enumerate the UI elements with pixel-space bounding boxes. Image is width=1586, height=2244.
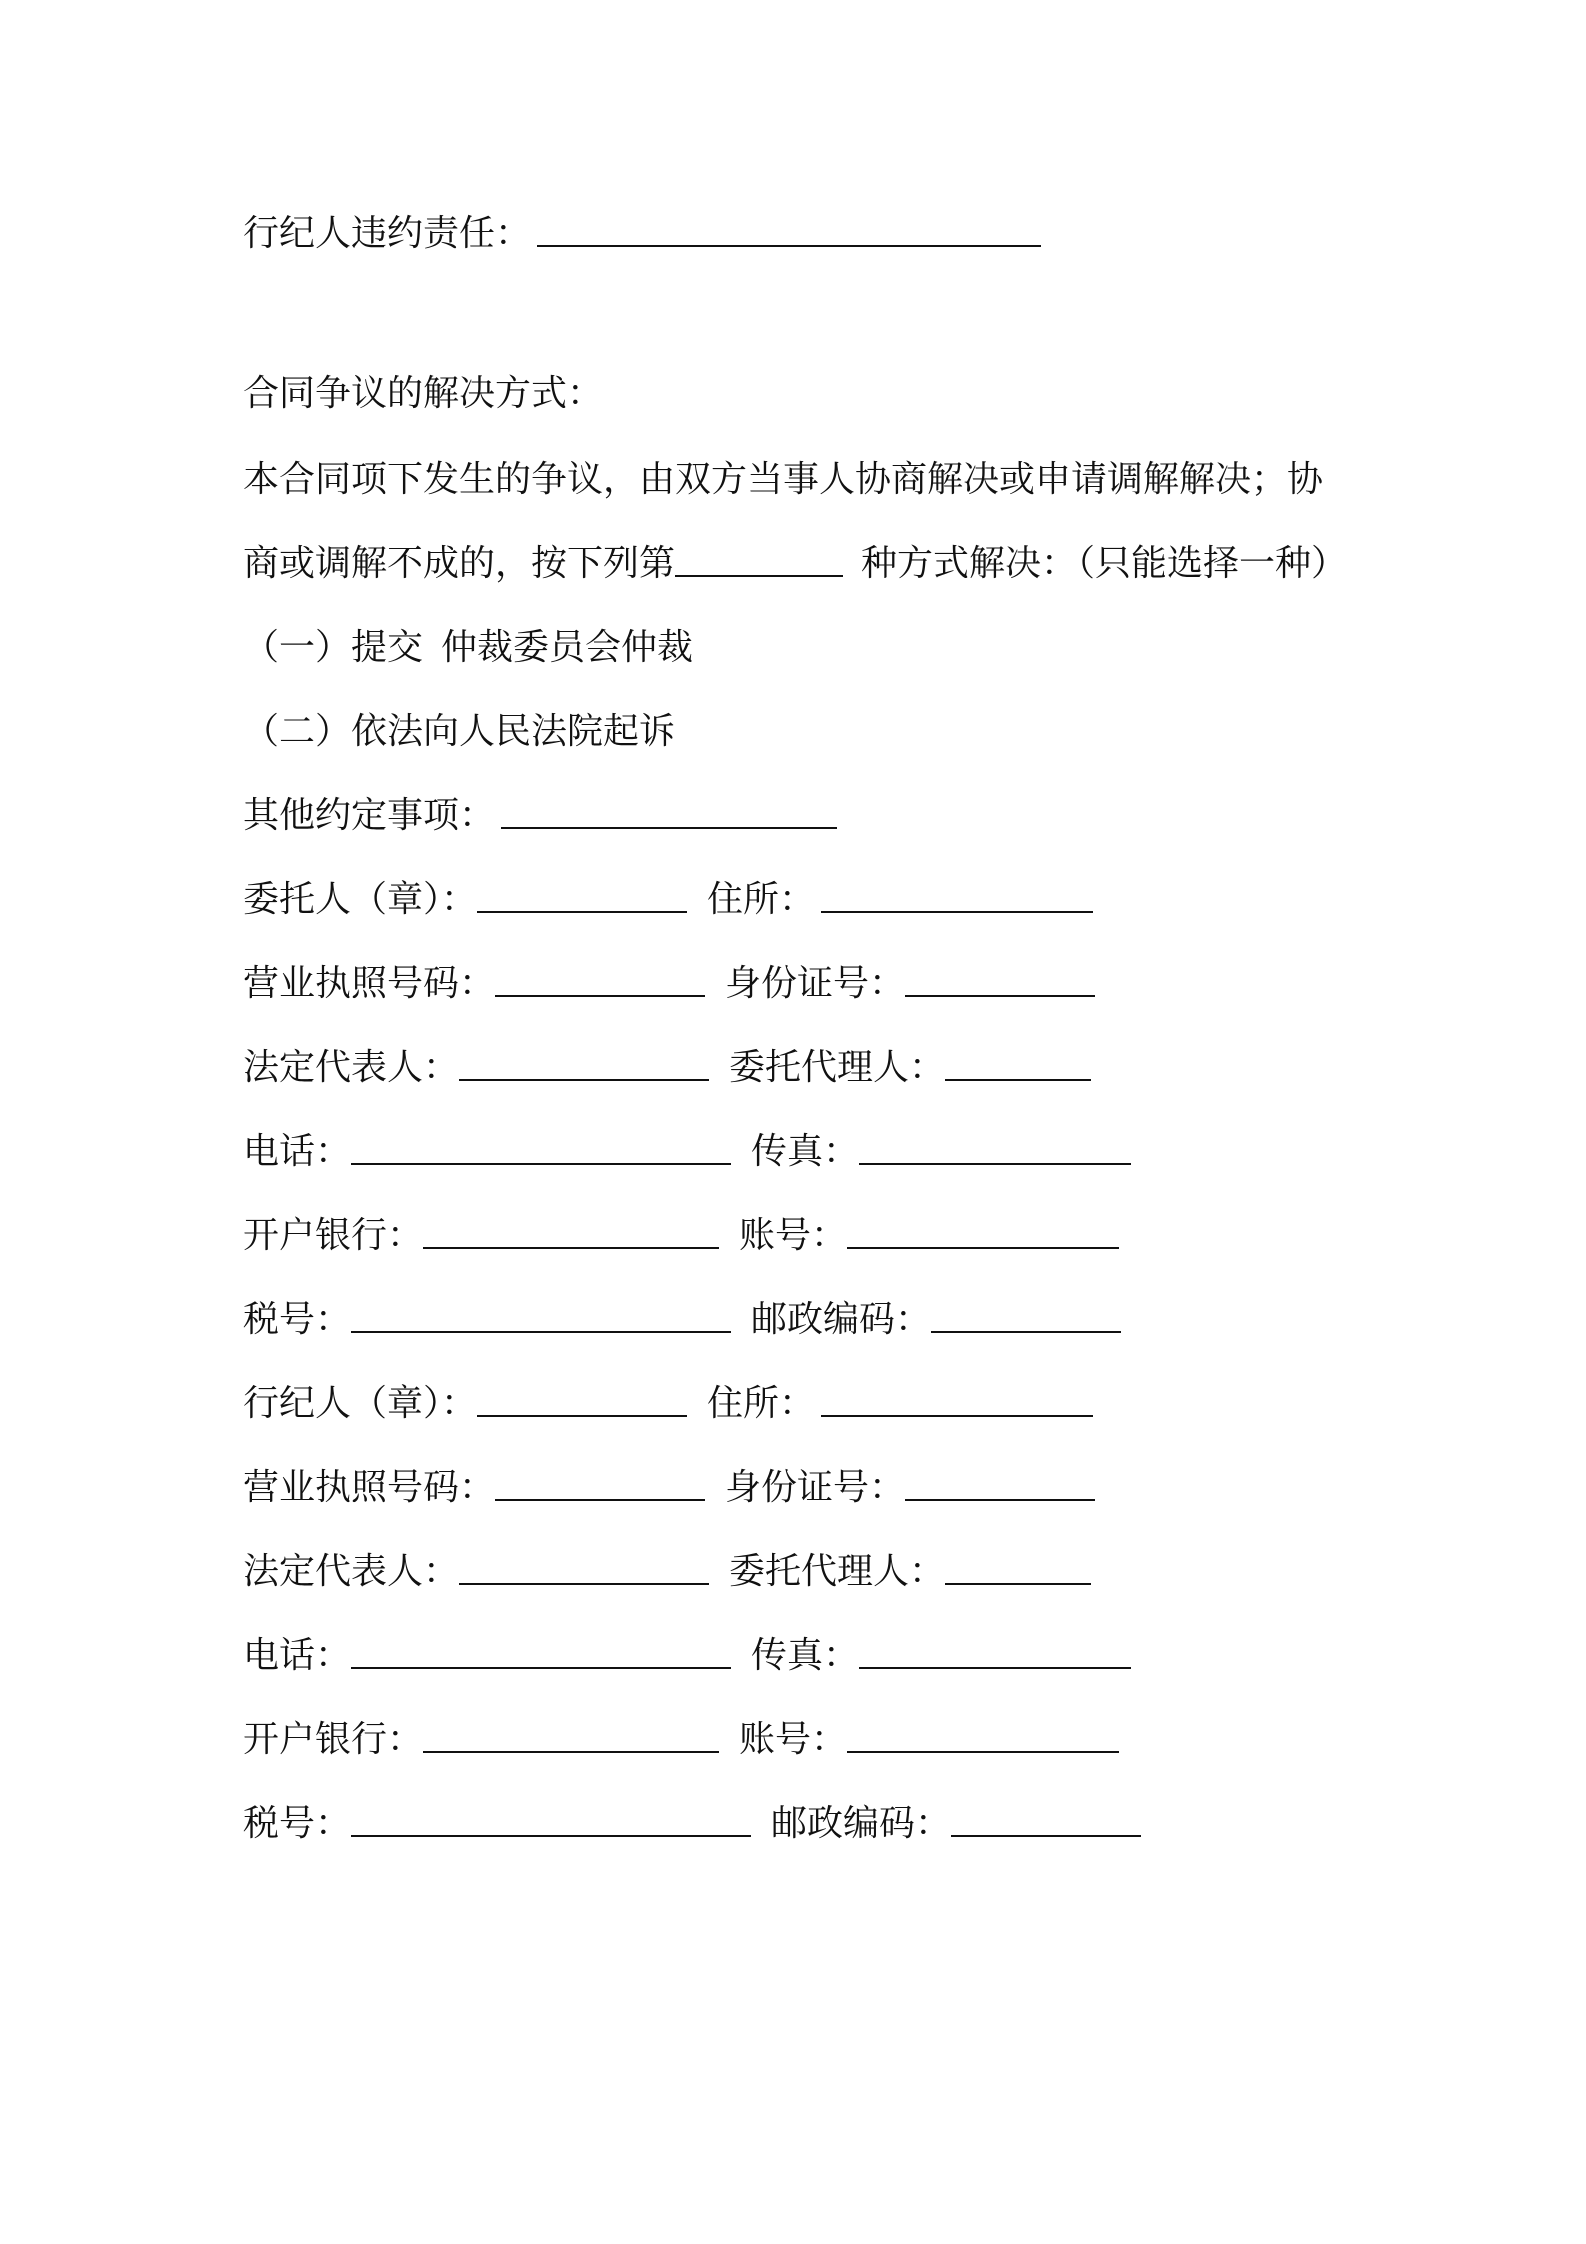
broker-legal-rep-blank[interactable] <box>459 1553 709 1585</box>
principal-account-label: 账号： <box>739 1215 848 1256</box>
principal-id-blank[interactable] <box>905 965 1095 997</box>
broker-id-blank[interactable] <box>905 1469 1095 1501</box>
broker-tax-label: 税号： <box>243 1803 352 1844</box>
broker-fax-blank[interactable] <box>859 1637 1131 1669</box>
broker-license-row <box>243 1466 1095 1510</box>
option1-label: （一）提交 <box>243 627 424 668</box>
broker-tax-row <box>243 1802 1141 1846</box>
broker-seal-label: 行纪人（章）： <box>243 1383 478 1424</box>
other-blank[interactable] <box>501 797 837 829</box>
principal-phone-label: 电话： <box>243 1131 352 1172</box>
broker-bank-row <box>243 1718 1119 1762</box>
broker-account-blank[interactable] <box>847 1721 1119 1753</box>
broker-fax-label: 传真： <box>751 1635 860 1676</box>
dispute-paragraph-line2 <box>243 542 1347 586</box>
broker-seal-row <box>243 1382 1093 1426</box>
principal-seal-label: 委托人（章）： <box>243 879 478 920</box>
principal-agent-label: 委托代理人： <box>729 1047 946 1088</box>
broker-license-blank[interactable] <box>495 1469 705 1501</box>
broker-postcode-label: 邮政编码： <box>771 1803 952 1844</box>
dispute-heading: 合同争议的解决方式： <box>243 373 604 414</box>
principal-phone-row <box>243 1130 1131 1174</box>
dispute-choice-suffix: 种方式解决：（只能选择一种） <box>861 543 1348 584</box>
dispute-choice-prefix: 商或调解不成的，按下列第 <box>243 543 676 584</box>
broker-account-label: 账号： <box>739 1719 848 1760</box>
principal-bank-blank[interactable] <box>423 1217 719 1249</box>
dispute-option-2: （二）依法向人民法院起诉 <box>243 711 676 752</box>
liability-blank[interactable] <box>537 215 1041 247</box>
broker-phone-label: 电话： <box>243 1635 352 1676</box>
principal-fax-blank[interactable] <box>859 1133 1131 1165</box>
principal-seal-row <box>243 878 1093 922</box>
broker-legal-rep-label: 法定代表人： <box>243 1551 460 1592</box>
broker-address-blank[interactable] <box>821 1385 1093 1417</box>
broker-seal-blank[interactable] <box>477 1385 687 1417</box>
principal-seal-blank[interactable] <box>477 881 687 913</box>
broker-license-label: 营业执照号码： <box>243 1467 496 1508</box>
principal-address-blank[interactable] <box>821 881 1093 913</box>
broker-agent-label: 委托代理人： <box>729 1551 946 1592</box>
principal-tax-blank[interactable] <box>351 1301 731 1333</box>
broker-bank-label: 开户银行： <box>243 1719 424 1760</box>
dispute-paragraph-line1: 本合同项下发生的争议，由双方当事人协商解决或申请调解解决；协 <box>243 459 1324 500</box>
broker-tax-blank[interactable] <box>351 1805 751 1837</box>
liability-row <box>243 212 1041 256</box>
principal-tax-row <box>243 1298 1121 1342</box>
broker-bank-blank[interactable] <box>423 1721 719 1753</box>
principal-legal-rep-blank[interactable] <box>459 1049 709 1081</box>
principal-tax-label: 税号： <box>243 1299 352 1340</box>
broker-postcode-blank[interactable] <box>951 1805 1141 1837</box>
broker-phone-row <box>243 1634 1131 1678</box>
principal-postcode-label: 邮政编码： <box>751 1299 932 1340</box>
principal-agent-blank[interactable] <box>945 1049 1091 1081</box>
broker-phone-blank[interactable] <box>351 1637 731 1669</box>
liability-label: 行纪人违约责任： <box>243 213 532 254</box>
principal-rep-row <box>243 1046 1091 1090</box>
principal-phone-blank[interactable] <box>351 1133 731 1165</box>
principal-id-label: 身份证号： <box>725 963 906 1004</box>
dispute-option-1 <box>243 626 693 670</box>
principal-fax-label: 传真： <box>751 1131 860 1172</box>
principal-license-blank[interactable] <box>495 965 705 997</box>
other-row <box>243 794 837 838</box>
broker-rep-row <box>243 1550 1091 1594</box>
broker-id-label: 身份证号： <box>725 1467 906 1508</box>
option1-suffix: 仲裁委员会仲裁 <box>441 627 694 668</box>
principal-bank-row <box>243 1214 1119 1258</box>
principal-account-blank[interactable] <box>847 1217 1119 1249</box>
principal-bank-label: 开户银行： <box>243 1215 424 1256</box>
principal-address-label: 住所： <box>707 879 816 920</box>
dispute-choice-blank[interactable] <box>675 545 843 577</box>
broker-agent-blank[interactable] <box>945 1553 1091 1585</box>
principal-legal-rep-label: 法定代表人： <box>243 1047 460 1088</box>
principal-postcode-blank[interactable] <box>931 1301 1121 1333</box>
other-label: 其他约定事项： <box>243 795 496 836</box>
principal-license-label: 营业执照号码： <box>243 963 496 1004</box>
principal-license-row <box>243 962 1095 1006</box>
broker-address-label: 住所： <box>707 1383 816 1424</box>
